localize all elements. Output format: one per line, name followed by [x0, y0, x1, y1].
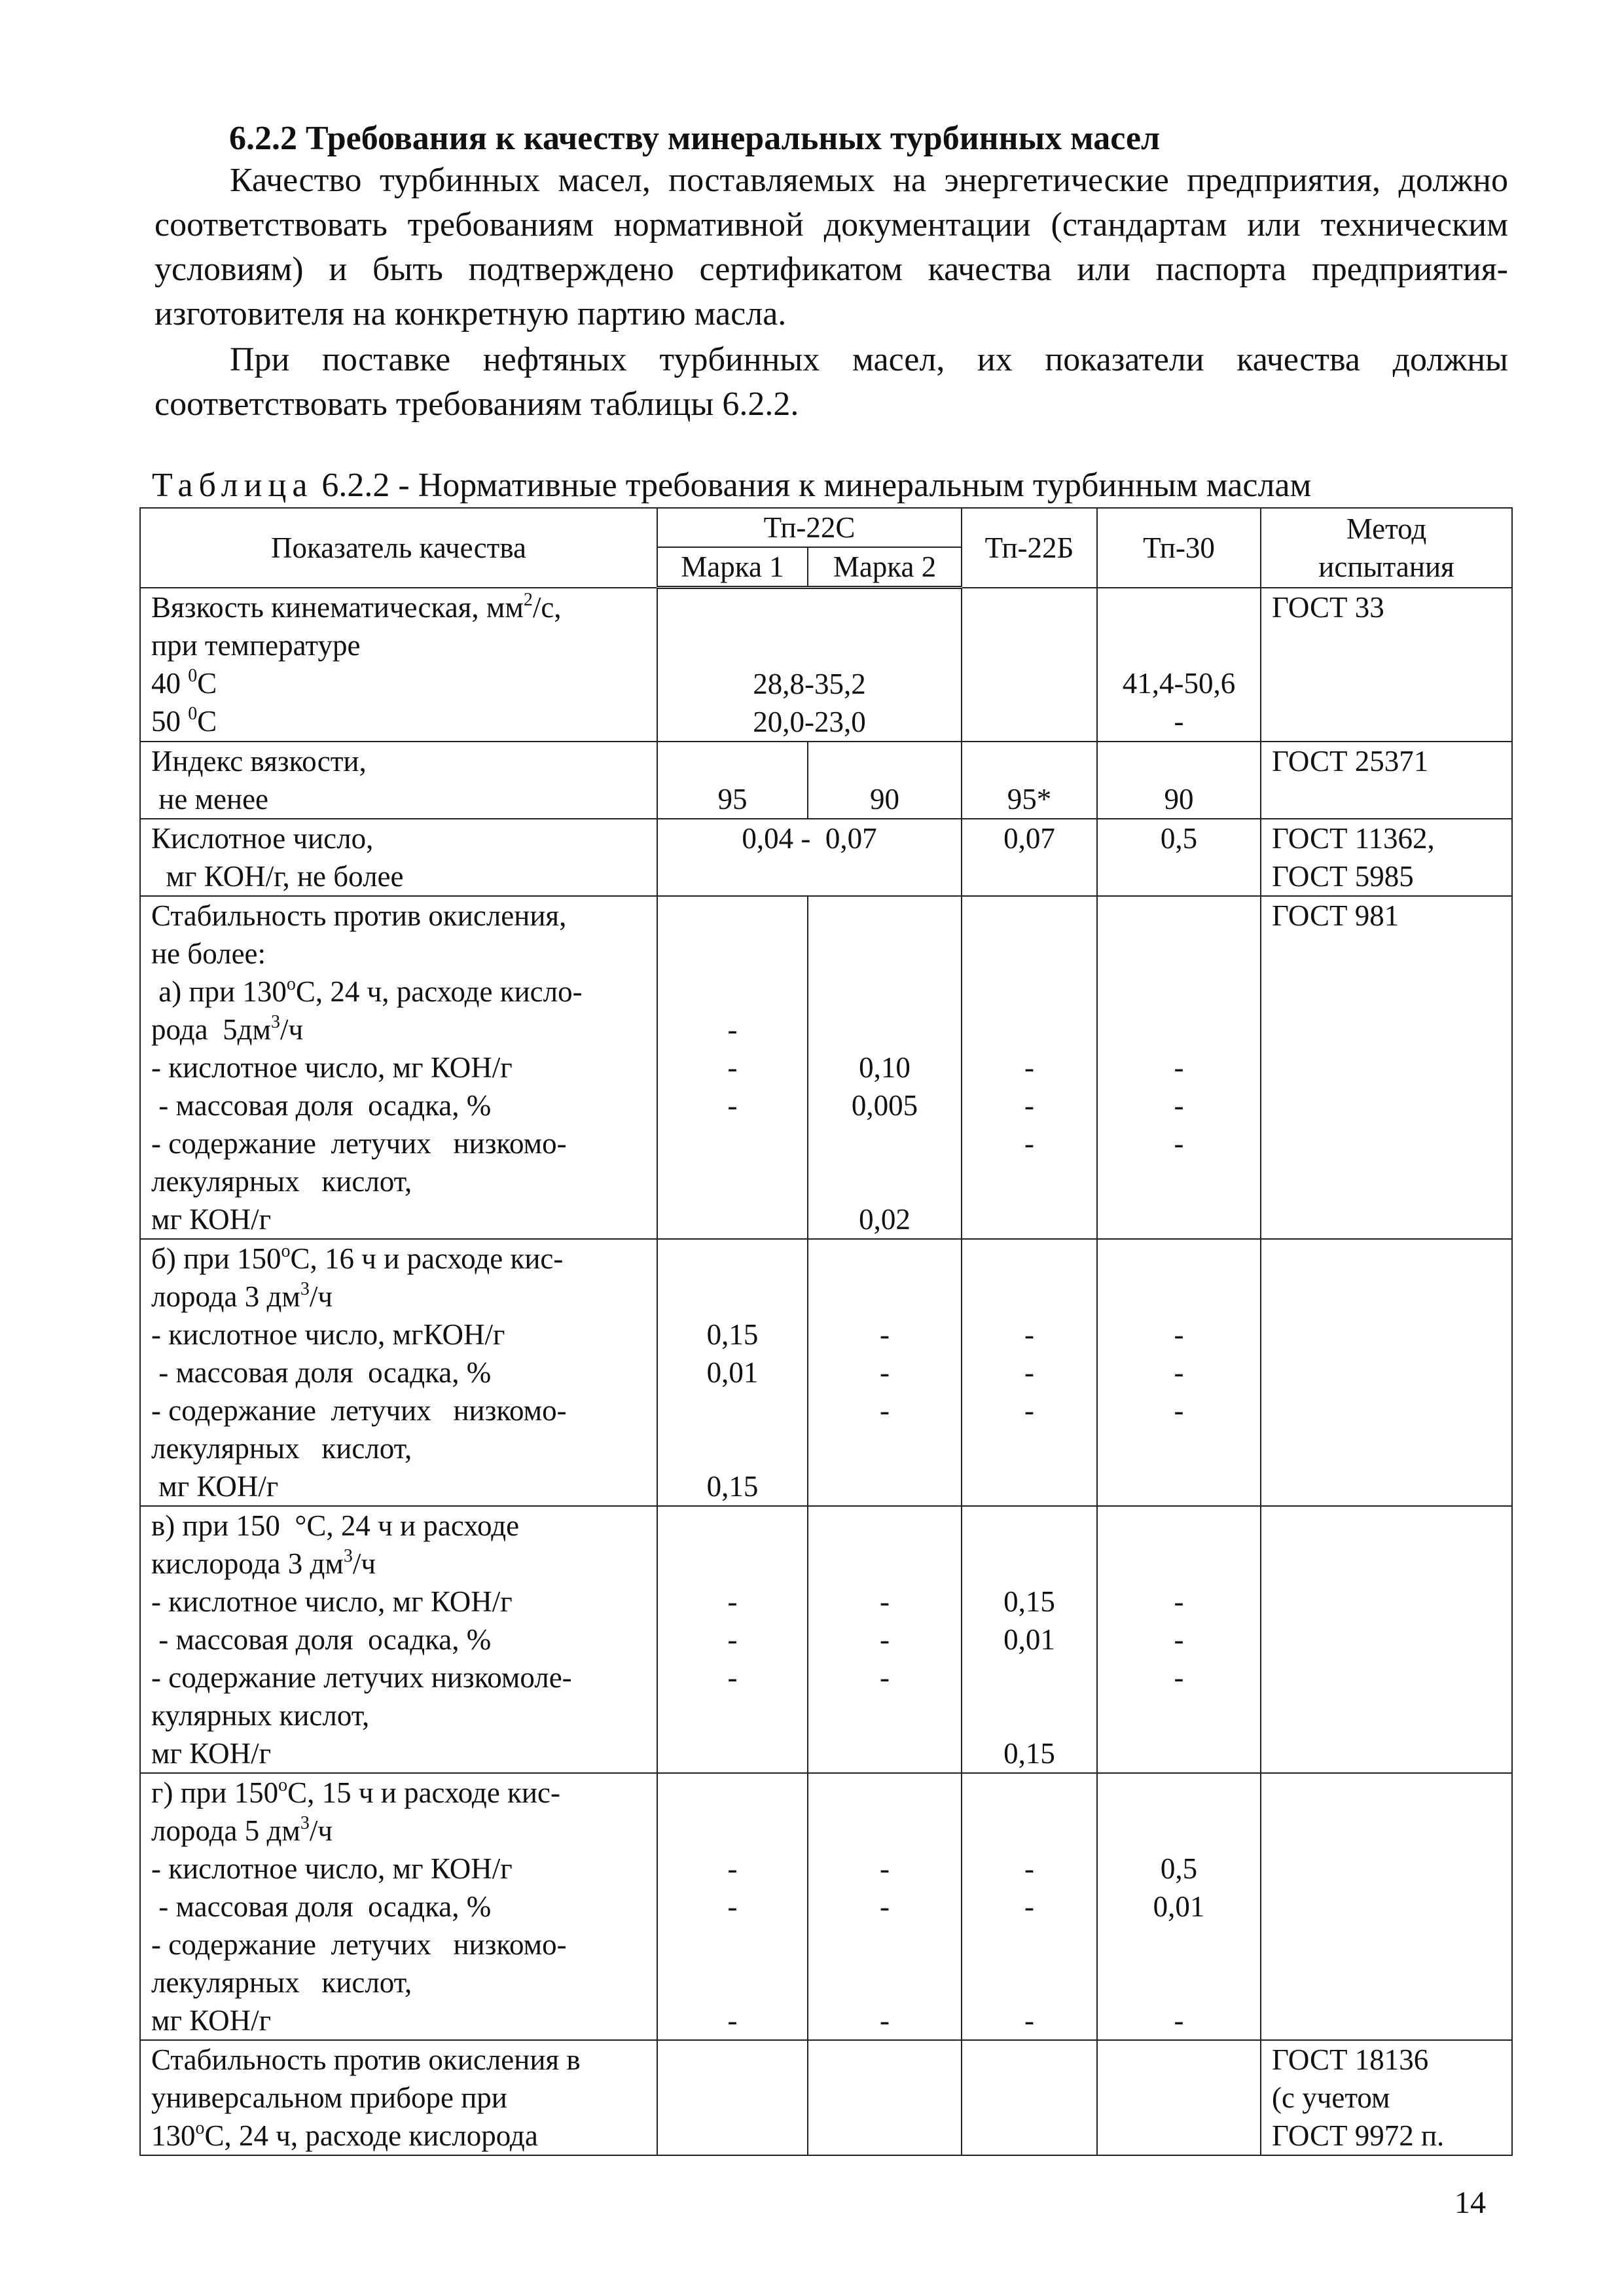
table-row-oxidation-b: б) при $150^оС$, 16 ч и расходе кис- лорода 3 $дм^3/ч$ - кислотное число, мгКОН/г - массовая доля осадка, % - содержание летучих низкомо- лекулярных кислот, мг КОН/г 0,15 0,01 0,15 - - - - - - - - - — [140, 1239, 1512, 1506]
table-header — [140, 508, 1512, 588]
acid-number-method: ГОСТ 11362, ГОСТ 5985 — [1261, 819, 1512, 896]
oxidation-a-indicator: Стабильность против окисления, не более: а) при $130^оС$, 24 ч, расходе кисло- рода $5дм^3/ч$ - кислотное число, мг КОН/г - массовая доля осадка, % - содержание летучих низкомо- лекулярных кислот, мг КОН/г — [140, 896, 657, 1239]
table-caption-word: Таблица — [152, 467, 314, 504]
requirements-table — [139, 507, 1513, 2156]
header-marka1: Марка 1 — [657, 547, 808, 588]
viscosity-index-method: ГОСТ 25371 — [1261, 742, 1512, 819]
paragraph-delivery: При поставке нефтяных турбинных масел, их показатели качества должны соответствовать требованиям таблицы 6.2.2. — [154, 341, 1508, 423]
page-number: 14 — [1454, 2185, 1486, 2220]
acid-number-indicator: Кислотное число, мг КОН/г, не более — [140, 819, 657, 896]
table-row-oxidation-d: г) при $150^оС$, 15 ч и расходе кис- лорода 5 $дм^3/ч$ - кислотное число, мг КОН/г - массовая доля осадка, % - содержание летучих низкомо- лекулярных кислот, мг КОН/г - - - - - - - - - 0,5 0,01 - — [140, 1773, 1512, 2040]
table-row-acid-number: Кислотное число, мг КОН/г, не более 0,04 - 0,07 0,07 0,5 ГОСТ 11362, ГОСТ 5985 — [140, 819, 1512, 896]
table-row-oxidation-a: Стабильность против окисления, не более: а) при $130^оС$, 24 ч, расходе кисло- рода $5дм^3/ч$ - кислотное число, мг КОН/г - массовая доля осадка, % - содержание летучих низкомо- лекулярных кислот, мг КОН/г - - - 0,10 0,005 0,02 - - - - - - ГОСТ 981 — [140, 896, 1512, 1239]
table-row-viscosity — [140, 588, 1512, 742]
viscosity-indicator: Вязкость кинематическая, $мм^2/с$, при температуре 40 $^0$С 50 $^0$С — [140, 588, 657, 742]
universal-indicator: Стабильность против окисления в универсальном приборе при $130^оС$, 24 ч, расходе кислорода — [140, 2040, 657, 2155]
header-tp22b: Тп-22Б — [962, 508, 1097, 588]
table-row-viscosity-index: Индекс вязкости, не менее 95 90 95* 90 ГОСТ 25371 — [140, 742, 1512, 819]
table-caption-text: 6.2.2 - Нормативные требования к минеральным турбинным маслам — [321, 467, 1312, 504]
section-heading: 6.2.2 Требования к качеству минеральных турбинных масел — [229, 120, 1161, 157]
header-tp22c: Тп-22С — [657, 508, 962, 547]
table-row-oxidation-c: в) при 150 °С, 24 ч и расходе кислорода 3 $дм^3/ч$ - кислотное число, мг КОН/г - массовая доля осадка, % - содержание летучих низкомоле- кулярных кислот, мг КОН/г - - - - - - 0,15 0,01 0,15 - - - — [140, 1506, 1512, 1773]
viscosity-tp22b — [962, 588, 1097, 742]
oxidation-b-indicator: б) при $150^оС$, 16 ч и расходе кис- лорода 3 $дм^3/ч$ - кислотное число, мгКОН/г - массовая доля осадка, % - содержание летучих низкомо- лекулярных кислот, мг КОН/г — [140, 1239, 657, 1506]
header-method-line1: Метод — [1346, 512, 1427, 545]
table-row-universal — [140, 2040, 1512, 2155]
header-method-line2: испытания — [1318, 550, 1454, 583]
paragraph-quality: Качество турбинных масел, поставляемых на энергетические предприятия, должно соответствовать требованиям нормативной документации (стандартам или техническим условиям) и быть подтверждено сертификатом качества или паспорта предприятия-изготовителя на конкретную партию масла. — [154, 162, 1508, 332]
oxidation-method: ГОСТ 981 — [1261, 896, 1512, 1239]
header-marka2: Марка 2 — [808, 547, 962, 588]
header-tp30: Тп-30 — [1097, 508, 1261, 588]
viscosity-index-indicator: Индекс вязкости, не менее — [140, 742, 657, 819]
table-caption — [152, 466, 1311, 505]
viscosity-tp22c: 28,8-35,2 20,0-23,0 — [657, 588, 962, 742]
oxidation-c-indicator: в) при 150 °С, 24 ч и расходе кислорода 3 $дм^3/ч$ - кислотное число, мг КОН/г - массовая доля осадка, % - содержание летучих низкомоле- кулярных кислот, мг КОН/г — [140, 1506, 657, 1773]
viscosity-method: ГОСТ 33 — [1261, 588, 1512, 742]
oxidation-d-indicator: г) при $150^оС$, 15 ч и расходе кис- лорода 5 $дм^3/ч$ - кислотное число, мг КОН/г - массовая доля осадка, % - содержание летучих низкомо- лекулярных кислот, мг КОН/г — [140, 1773, 657, 2040]
viscosity-tp30: 41,4-50,6 - — [1097, 588, 1261, 742]
universal-method: ГОСТ 18136 (с учетом ГОСТ 9972 п. — [1261, 2040, 1512, 2155]
header-indicator: Показатель качества — [140, 508, 657, 588]
header-method — [1261, 508, 1512, 588]
